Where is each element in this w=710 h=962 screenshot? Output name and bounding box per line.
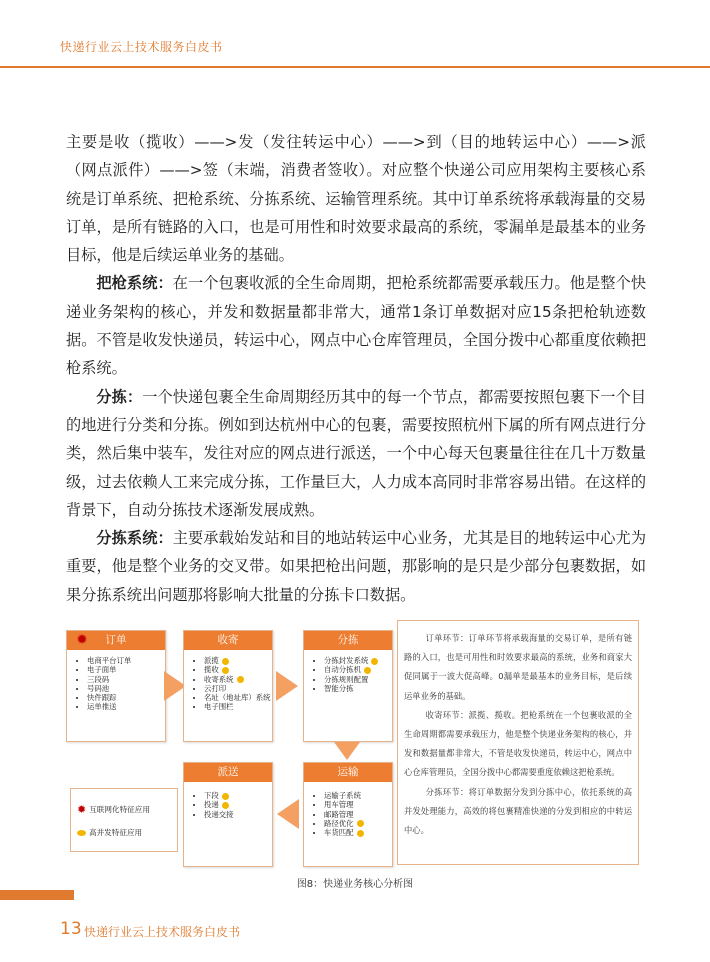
order-box-header: [67, 631, 165, 650]
order-box-title: 订单: [105, 634, 127, 646]
legend-internet: [77, 803, 150, 816]
paragraph-4: [66, 524, 646, 609]
list-item: • 投递交接: [204, 810, 272, 819]
list-item: • 揽收: [204, 665, 272, 674]
list-item: • 三段码: [87, 675, 165, 684]
order-box: [66, 630, 166, 742]
list-item: • 电商平台订单: [87, 656, 165, 665]
note-collect: 收寄环节：派揽、揽收。把枪系统在一个包裹收派的全生命周期都需要承载压力，他是整个快递业务架构的核心，并发和数据量都非常大，不管是收发快递员，转运中心，网点中心仓库管理员，全国分拨中心都需要重度依赖这把枪系统。: [404, 709, 632, 778]
paragraph-4-text: 主要承载始发站和目的地站转运中心业务，尤其是目的地转运中心尤为重要，他是整个业务的交叉带。如果把枪出问题，那影响的是只是少部分包裹数据，如果分拣系统出问题那将影响大批量的分拣卡口数据。: [66, 529, 647, 604]
list-item: • 运单推送: [87, 702, 165, 711]
legend-internet-label: 互联网化特征应用: [89, 805, 150, 814]
arrow-left-icon: [277, 799, 299, 829]
concurrency-dot-icon: [237, 676, 244, 683]
list-item: • 分拣封发系统: [324, 656, 392, 665]
burst-icon: ✹: [76, 632, 88, 648]
concurrency-dot-icon: [222, 658, 229, 665]
list-item: • 车货匹配: [324, 828, 392, 837]
paragraph-1: 主要是收（揽收）——>发（发往转运中心）——>到（目的地转运中心）——>派（网点派件）——>签（末端，消费者签收）。对应整个快递公司应用架构主要核心系统是订单系统、把枪系统、分拣系统、运输管理系统。其中订单系统将承载海量的交易订单，是所有链路的入口，也是可用性和时效要求最高的系统，零漏单是最基本的业务目标，他是后续运单业务的基础。: [66, 133, 646, 265]
body-text: [66, 128, 646, 609]
legend-concurrency: [77, 827, 142, 838]
list-item: • 电子围栏: [204, 702, 272, 711]
page-number: 13: [60, 919, 82, 939]
list-item: • 云打印: [204, 684, 272, 693]
footer-bar: [0, 890, 74, 900]
list-item: • 邮路管理: [324, 810, 392, 819]
list-item: • 电子面单: [87, 665, 165, 674]
list-item: • 甩车管理: [324, 800, 392, 809]
sort-box-header: 分拣: [304, 631, 392, 650]
notes-box: [397, 620, 639, 865]
concurrency-dot-icon: [222, 793, 229, 800]
arrow-down-icon: [334, 742, 360, 760]
deliver-box: [183, 762, 273, 867]
term-sorting-system: 分拣系统：: [96, 529, 173, 548]
list-item: • 快件跟踪: [87, 693, 165, 702]
list-item: • 分拣规则配置: [324, 675, 392, 684]
concurrency-dot-icon: [357, 820, 364, 827]
note-order: 订单环节：订单环节将承载海量的交易订单，是所有链路的入口，也是可用性和时效要求最高的系统，业务和商家大促同属于一波大促高峰。0漏单是最基本的业务目标，是后续运单业务的基础。: [404, 633, 632, 701]
paragraph-2-text: 在一个包裹收派的全生命周期，把枪系统都需要承载压力。他是整个快递业务架构的核心，并发和数据量都非常大，通常1条订单数据对应15条把枪轨迹数据。不管是收发快递员，转运中心，网点中心仓库管理员，全国分拨中心都重度依赖把枪系统。: [66, 274, 647, 378]
list-item: • 路径优化: [324, 819, 392, 828]
collect-box: [183, 630, 273, 742]
list-item: • 派揽: [204, 656, 272, 665]
term-sorting: 分拣：: [96, 387, 143, 406]
burst-icon: ✹: [77, 803, 87, 816]
note-sort: 分拣环节：将订单数据分发到分拣中心，依托系统的高并发处理能力，高效的将包裹精准快递的分发到相应的中转运中心。: [404, 786, 632, 836]
footer-title: 快递行业云上技术服务白皮书: [84, 925, 241, 939]
concurrency-dot-icon: [357, 830, 364, 837]
collect-list: [184, 656, 272, 712]
concurrency-dot-icon: [371, 658, 378, 665]
header-rule: [0, 66, 710, 68]
list-item: • 运输子系统: [324, 791, 392, 800]
list-item: • 号码池: [87, 684, 165, 693]
list-item: • 智能分拣: [324, 684, 392, 693]
concurrency-dot-icon: [364, 667, 371, 674]
paragraph-2: [66, 269, 646, 382]
deliver-list: [184, 791, 272, 819]
order-list: [67, 656, 165, 712]
list-item: • 名址（地址库）系统: [204, 693, 272, 702]
transport-list: [304, 791, 392, 837]
list-item: • 下段: [204, 791, 272, 800]
sort-box: [303, 630, 393, 742]
header-title: 快递行业云上技术服务白皮书: [60, 40, 223, 54]
concurrency-dot-icon: [222, 667, 229, 674]
concurrency-dot-icon: [222, 802, 229, 809]
deliver-box-header: 派送: [184, 763, 272, 782]
collect-box-header: 收寄: [184, 631, 272, 650]
legend-concurrency-label: 高并发特征应用: [89, 828, 143, 837]
paragraph-3: [66, 383, 646, 524]
diagram-legend: [70, 788, 178, 852]
transport-box-header: 运输: [304, 763, 392, 782]
figure-caption: 图8：快递业务核心分析图: [296, 879, 414, 890]
arrow-right-icon: [276, 671, 298, 701]
paragraph-3-text: 一个快递包裹全生命周期经历其中的每一个节点，都需要按照包裹下一个目的地进行分类和分拣。例如到达杭州中心的包裹，需要按照杭州下属的所有网点进行分类，然后集中装车，发往对应的网点进行派送，一个中心每天包裹量往往在几十万数量级，过去依赖人工来完成分拣，工作量巨大，人力成本高同时非常容易出错。在这样的背景下，自动分拣技术逐渐发展成熟。: [66, 387, 647, 519]
list-item: • 收寄系统: [204, 675, 272, 684]
list-item: • 投递: [204, 800, 272, 809]
sort-list: [304, 656, 392, 693]
transport-box: [303, 762, 393, 867]
term-scanner-system: 把枪系统：: [96, 274, 173, 293]
concurrency-dot-icon: [77, 830, 86, 836]
list-item: • 自动分拣机: [324, 665, 392, 674]
